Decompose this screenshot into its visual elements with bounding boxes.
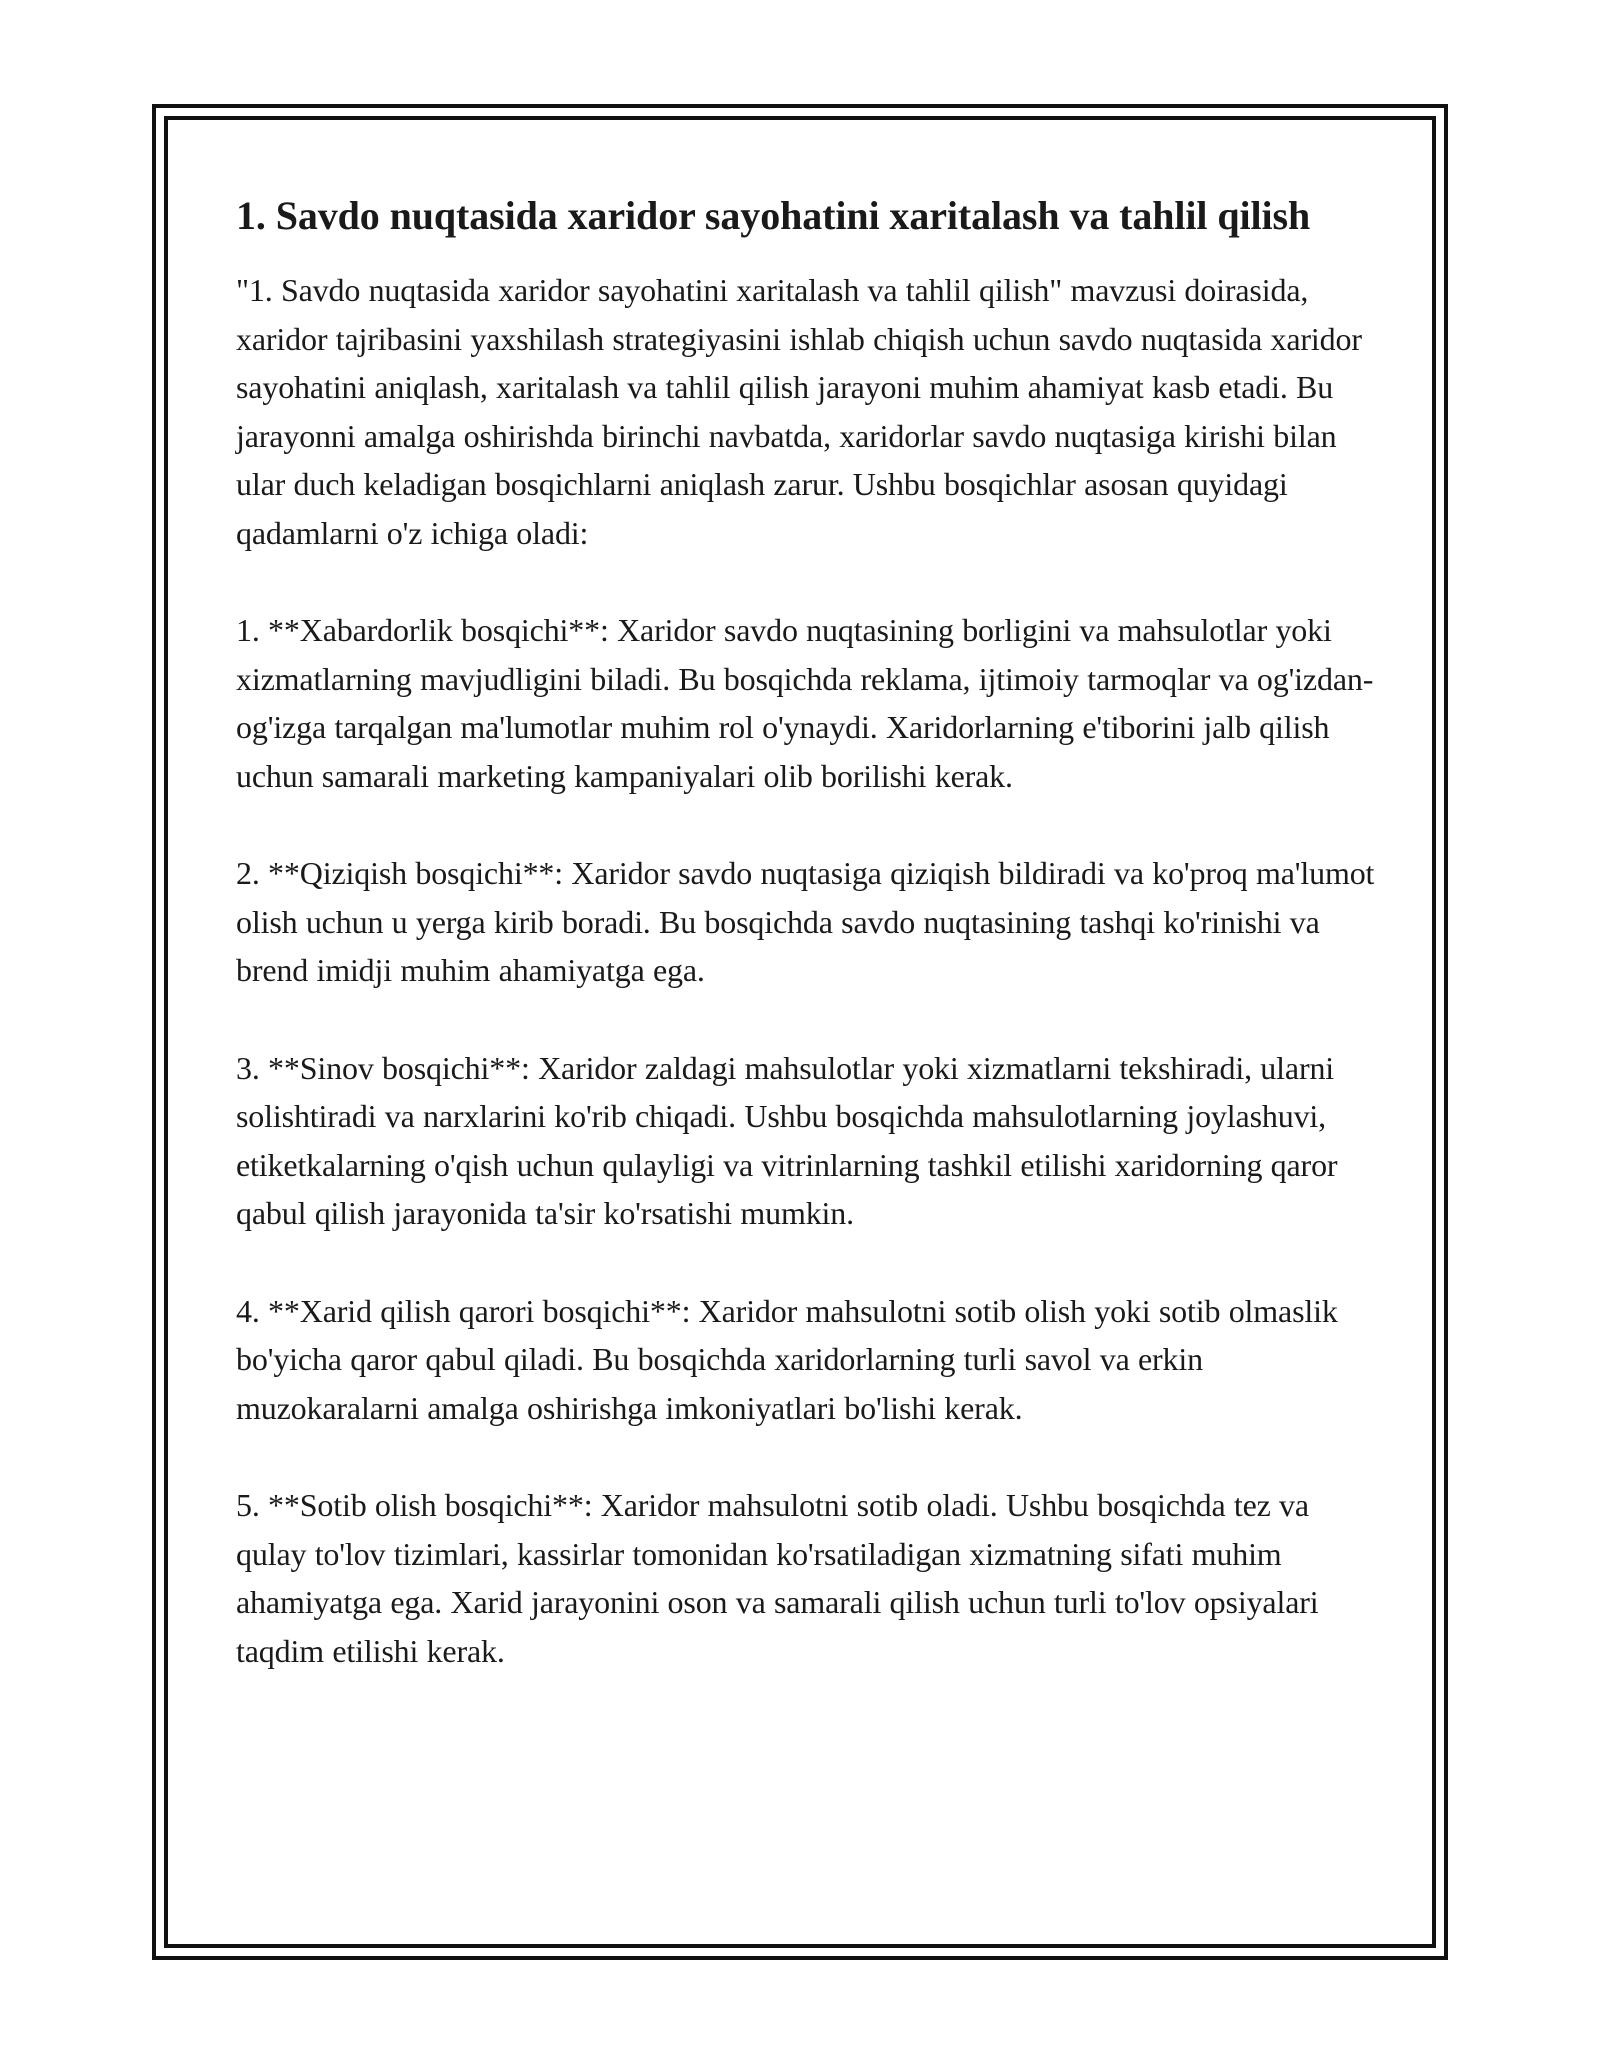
- intro-paragraph: "1. Savdo nuqtasida xaridor sayohatini xaritalash va tahlil qilish" mavzusi doirasida, xaridor tajribasini yaxshilash strategiyasini ishlab chiqish uchun savdo nuqtasida xaridor sayohatini aniqlash, xaritalash va tahlil qilish jarayoni muhim ahamiyat kasb etadi. Bu jarayonni amalga oshirishda birinchi navbatda, xaridorlar savdo nuqtasiga kirishi bilan ular duch keladigan bosqichlarni aniqlash zarur. Ushbu bosqichlar asosan quyidagi qadamlarni o'z ichiga oladi:: [236, 272, 1362, 551]
- stage-trial-paragraph: 3. **Sinov bosqichi**: Xaridor zaldagi mahsulotlar yoki xizmatlarni tekshiradi, ularni solishtiradi va narxlarini ko'rib chiqadi. Ushbu bosqichda mahsulotlarning joylashuvi, etiketkalarning o'qish uchun qulayligi va vitrinlarning tashkil etilishi xaridorning qaror qabul qilish jarayonida ta'sir ko'rsatishi mumkin.: [236, 1049, 1338, 1231]
- stage-awareness-paragraph: 1. **Xabardorlik bosqichi**: Xaridor savdo nuqtasining borligini va mahsulotlar yoki xizmatlarning mavjudligini biladi. Bu bosqichda reklama, ijtimoiy tarmoqlar va og'izdan-og'izga tarqalgan ma'lumotlar muhim rol o'ynaydi. Xaridorlarning e'tiborini jalb qilish uchun samarali marketing kampaniyalari olib borilishi kerak.: [236, 612, 1374, 794]
- stage-interest-paragraph: 2. **Qiziqish bosqichi**: Xaridor savdo nuqtasiga qiziqish bildiradi va ko'proq ma'lumot olish uchun u yerga kirib boradi. Bu bosqichda savdo nuqtasining tashqi ko'rinishi va brend imidji muhim ahamiyatga ega.: [236, 855, 1375, 988]
- section-heading: 1. Savdo nuqtasida xaridor sayohatini xaritalash va tahlil qilish: [236, 193, 1311, 238]
- stage-purchase-paragraph: 5. **Sotib olish bosqichi**: Xaridor mahsulotni sotib oladi. Ushbu bosqichda tez va qulay to'lov tizimlari, kassirlar tomonidan ko'rsatiladigan xizmatning sifati muhim ahamiyatga ega. Xarid jarayonini oson va samarali qilish uchun turli to'lov opsiyalari taqdim etilishi kerak.: [236, 1487, 1319, 1669]
- document-body: [236, 188, 1386, 1724]
- stage-decision-paragraph: 4. **Xarid qilish qarori bosqichi**: Xaridor mahsulotni sotib olish yoki sotib olmaslik bo'yicha qaror qabul qiladi. Bu bosqichda xaridorlarning turli savol va erkin muzokaralarni amalga oshirishga imkoniyatlari bo'lishi kerak.: [236, 1292, 1338, 1426]
